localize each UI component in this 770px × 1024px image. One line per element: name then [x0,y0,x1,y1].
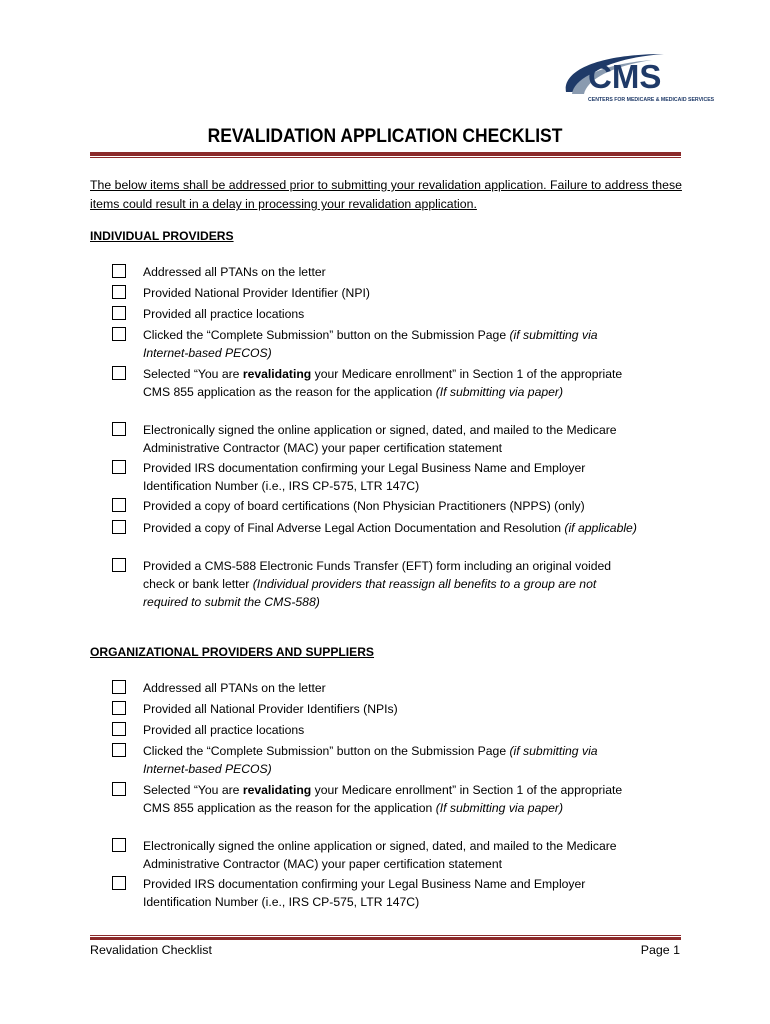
checkbox[interactable] [112,782,126,796]
logo-wordmark: CMS [588,58,662,95]
item-text: Provided IRS documentation confirming your Legal Business Name and Employer Identification Number (i.e., IRS CP-575, LTR 147C) [143,461,586,493]
item-text: Provided all practice locations [143,723,305,737]
checkbox[interactable] [112,498,126,512]
checkbox[interactable] [112,680,126,694]
item-text: Provided a CMS-588 Electronic Funds Transfer (EFT) form including an original voided check or bank letter (Individual providers that reassign all benefits to a group are not required to submit the CMS-588) [143,559,612,609]
item-note: (if submitting via Internet-based PECOS) [143,328,598,360]
checkbox[interactable] [112,264,126,278]
logo-tagline: CENTERS FOR MEDICARE & MEDICAID SERVICES [588,97,715,103]
item-text: Provided a copy of Final Adverse Legal Action Documentation and Resolution (if applicable) [143,521,637,535]
checkbox[interactable] [112,327,126,341]
item-text: Clicked the “Complete Submission” button on the Submission Page (if submitting via Internet-based PECOS) [143,744,598,776]
checkbox[interactable] [112,701,126,715]
page-title: REVALIDATION APPLICATION CHECKLIST [207,126,563,147]
footer-divider [90,935,681,940]
checkbox[interactable] [112,285,126,299]
item-note: (Individual providers that reassign all benefits to a group are not required to submit the CMS-588) [143,577,597,609]
checkbox[interactable] [112,722,126,736]
cms-logo [552,48,720,112]
checkbox[interactable] [112,838,126,852]
item-text: Selected “You are revalidating your Medicare enrollment” in Section 1 of the appropriate CMS 855 application as the reason for the application (If submitting via paper) [143,367,623,399]
footer-document-title: Revalidation Checklist [90,943,212,957]
item-note: (If submitting via paper) [435,801,564,815]
title-divider [90,152,681,158]
checkbox[interactable] [112,422,126,436]
item-text: Provided a copy of board certifications (Non Physician Practitioners (NPPS) (only) [143,499,585,513]
item-text: Provided all practice locations [143,307,305,321]
cms-swoosh-icon [552,48,720,112]
item-note: (If submitting via paper) [435,385,564,399]
intro-paragraph: The below items shall be addressed prior to submitting your revalidation application. Failure to address these items could result in a delay in processing your revalidation application. [90,178,682,211]
item-note: (if submitting via Internet-based PECOS) [143,744,598,776]
item-text: Electronically signed the online application or signed, dated, and mailed to the Medicare Administrative Contractor (MAC) your paper certification statement [143,839,617,871]
item-note: (if applicable) [564,521,637,535]
item-emphasis: revalidating [242,783,312,797]
item-text: Provided all National Provider Identifiers (NPIs) [143,702,398,716]
organizational-providers-heading: ORGANIZATIONAL PROVIDERS AND SUPPLIERS [90,645,375,659]
checkbox[interactable] [112,743,126,757]
item-text: Addressed all PTANs on the letter [143,681,326,695]
item-text: Provided IRS documentation confirming your Legal Business Name and Employer Identification Number (i.e., IRS CP-575, LTR 147C) [143,877,586,909]
item-emphasis: revalidating [242,367,312,381]
individual-providers-heading: INDIVIDUAL PROVIDERS [90,229,234,243]
item-text: Clicked the “Complete Submission” button on the Submission Page (if submitting via Internet-based PECOS) [143,328,598,360]
checkbox[interactable] [112,306,126,320]
checkbox[interactable] [112,558,126,572]
checkbox[interactable] [112,366,126,380]
page-number: Page 1 [640,943,680,957]
item-text: Electronically signed the online application or signed, dated, and mailed to the Medicare Administrative Contractor (MAC) your paper certification statement [143,423,617,455]
item-text: Selected “You are revalidating your Medicare enrollment” in Section 1 of the appropriate CMS 855 application as the reason for the application (If submitting via paper) [143,783,623,815]
checkbox[interactable] [112,520,126,534]
checkbox[interactable] [112,460,126,474]
item-text: Addressed all PTANs on the letter [143,265,326,279]
checkbox[interactable] [112,876,126,890]
item-text: Provided National Provider Identifier (NPI) [143,286,370,300]
